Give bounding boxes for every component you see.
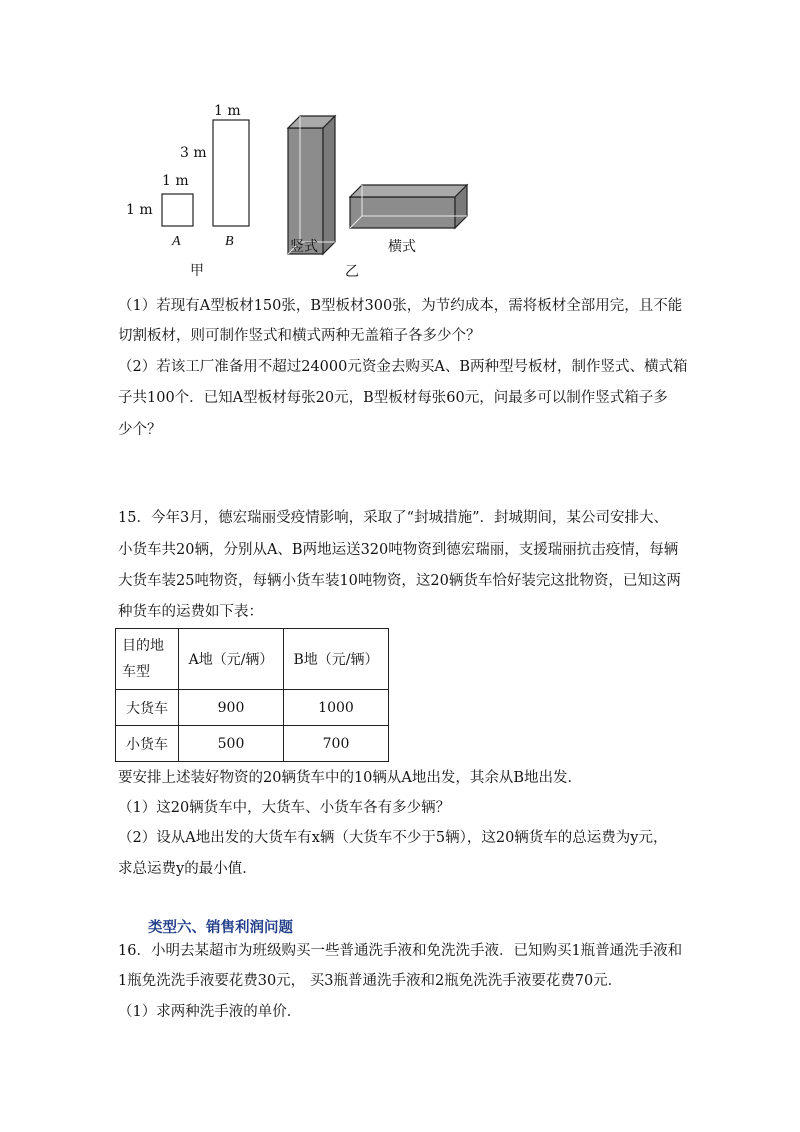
q14-part2-line1: （2）若该工厂准备用不超过24000元资金去购买A、B两种型号板材，制作竖式、横式箱 <box>118 359 688 375</box>
table-corner-cell <box>116 629 179 690</box>
horizontal-box-shape <box>350 185 467 228</box>
q15-sub1: （1）这20辆货车中，大货车、小货车各有多少辆？ <box>118 800 451 816</box>
dim-b-top: 1 m <box>214 103 241 119</box>
dim-b-side: 3 m <box>180 145 207 161</box>
section-heading: 类型六、销售利润问题 <box>148 920 293 936</box>
corner-top-label: 目的地 <box>122 638 164 654</box>
q14-part1-line2: 切割板材，则可制作竖式和横式两种无盖箱子各多少个？ <box>118 328 481 344</box>
label-a: A <box>172 234 181 249</box>
table-row <box>116 726 389 762</box>
q15-line2: 小货车共20辆，分别从A、B两地运送320吨物资到德宏瑞丽，支援瑞丽抗击疫情，每辆 <box>118 542 679 558</box>
q16-line1: 16．小明去某超市为班级购买一些普通洗手液和免洗洗手液．已知购买1瓶普通洗手液和 <box>118 943 683 959</box>
corner-bottom-label: 车型 <box>122 664 150 680</box>
label-horizontal: 横式 <box>388 239 416 255</box>
row-b-cell: 1000 <box>284 690 389 726</box>
label-vertical: 竖式 <box>290 239 318 255</box>
row-a-cell: 500 <box>179 726 284 762</box>
q16-line2: 1瓶免洗洗手液要花费30元， 买3瓶普通洗手液和2瓶免洗洗手液要花费70元． <box>118 973 623 989</box>
q14-part2-line2: 子共100个．已知A型板材每张20元，B型板材每张60元，问最多可以制作竖式箱子多 <box>118 390 668 406</box>
dim-a-top: 1 m <box>162 173 189 189</box>
col-header-b: B地（元/辆） <box>284 629 389 690</box>
q14-part2-line3: 少个？ <box>118 422 162 438</box>
q15-line1: 15．今年3月，德宏瑞丽受疫情影响，采取了“封城措施”．封城期间，某公司安排大、 <box>118 510 668 526</box>
row-a-cell: 900 <box>179 690 284 726</box>
board-b-shape <box>213 120 249 226</box>
table-row <box>116 690 389 726</box>
q15-sub2-line1: （2）设从A地出发的大货车有x辆（大货车不少于5辆），这20辆货车的总运费为y元， <box>118 830 668 846</box>
row-type-cell: 小货车 <box>116 726 179 762</box>
label-jia: 甲 <box>190 263 204 279</box>
label-yi: 乙 <box>345 264 359 280</box>
row-b-cell: 700 <box>284 726 389 762</box>
vertical-box-shape <box>288 116 335 254</box>
row-type-cell: 大货车 <box>116 690 179 726</box>
col-header-a: A地（元/辆） <box>179 629 284 690</box>
q15-line4: 种货车的运费如下表： <box>118 604 263 620</box>
board-a-shape <box>162 194 193 226</box>
q14-part1-line1: （1）若现有A型板材150张，B型板材300张，为节约成本，需将板材全部用完，且不能 <box>118 298 683 314</box>
dim-a-side: 1 m <box>126 202 153 218</box>
freight-table <box>115 628 389 762</box>
q15-line3: 大货车装25吨物资，每辆小货车装10吨物资，这20辆货车恰好装完这批物资，已知这两 <box>118 573 681 589</box>
q15-sub2-line2: 求总运费y的最小值． <box>118 861 257 877</box>
table-header-row <box>116 629 389 690</box>
label-b: B <box>225 234 234 249</box>
q16-sub1: （1）求两种洗手液的单价． <box>118 1004 302 1020</box>
q15-after-table: 要安排上述装好物资的20辆货车中的10辆从A地出发，其余从B地出发． <box>118 770 583 786</box>
